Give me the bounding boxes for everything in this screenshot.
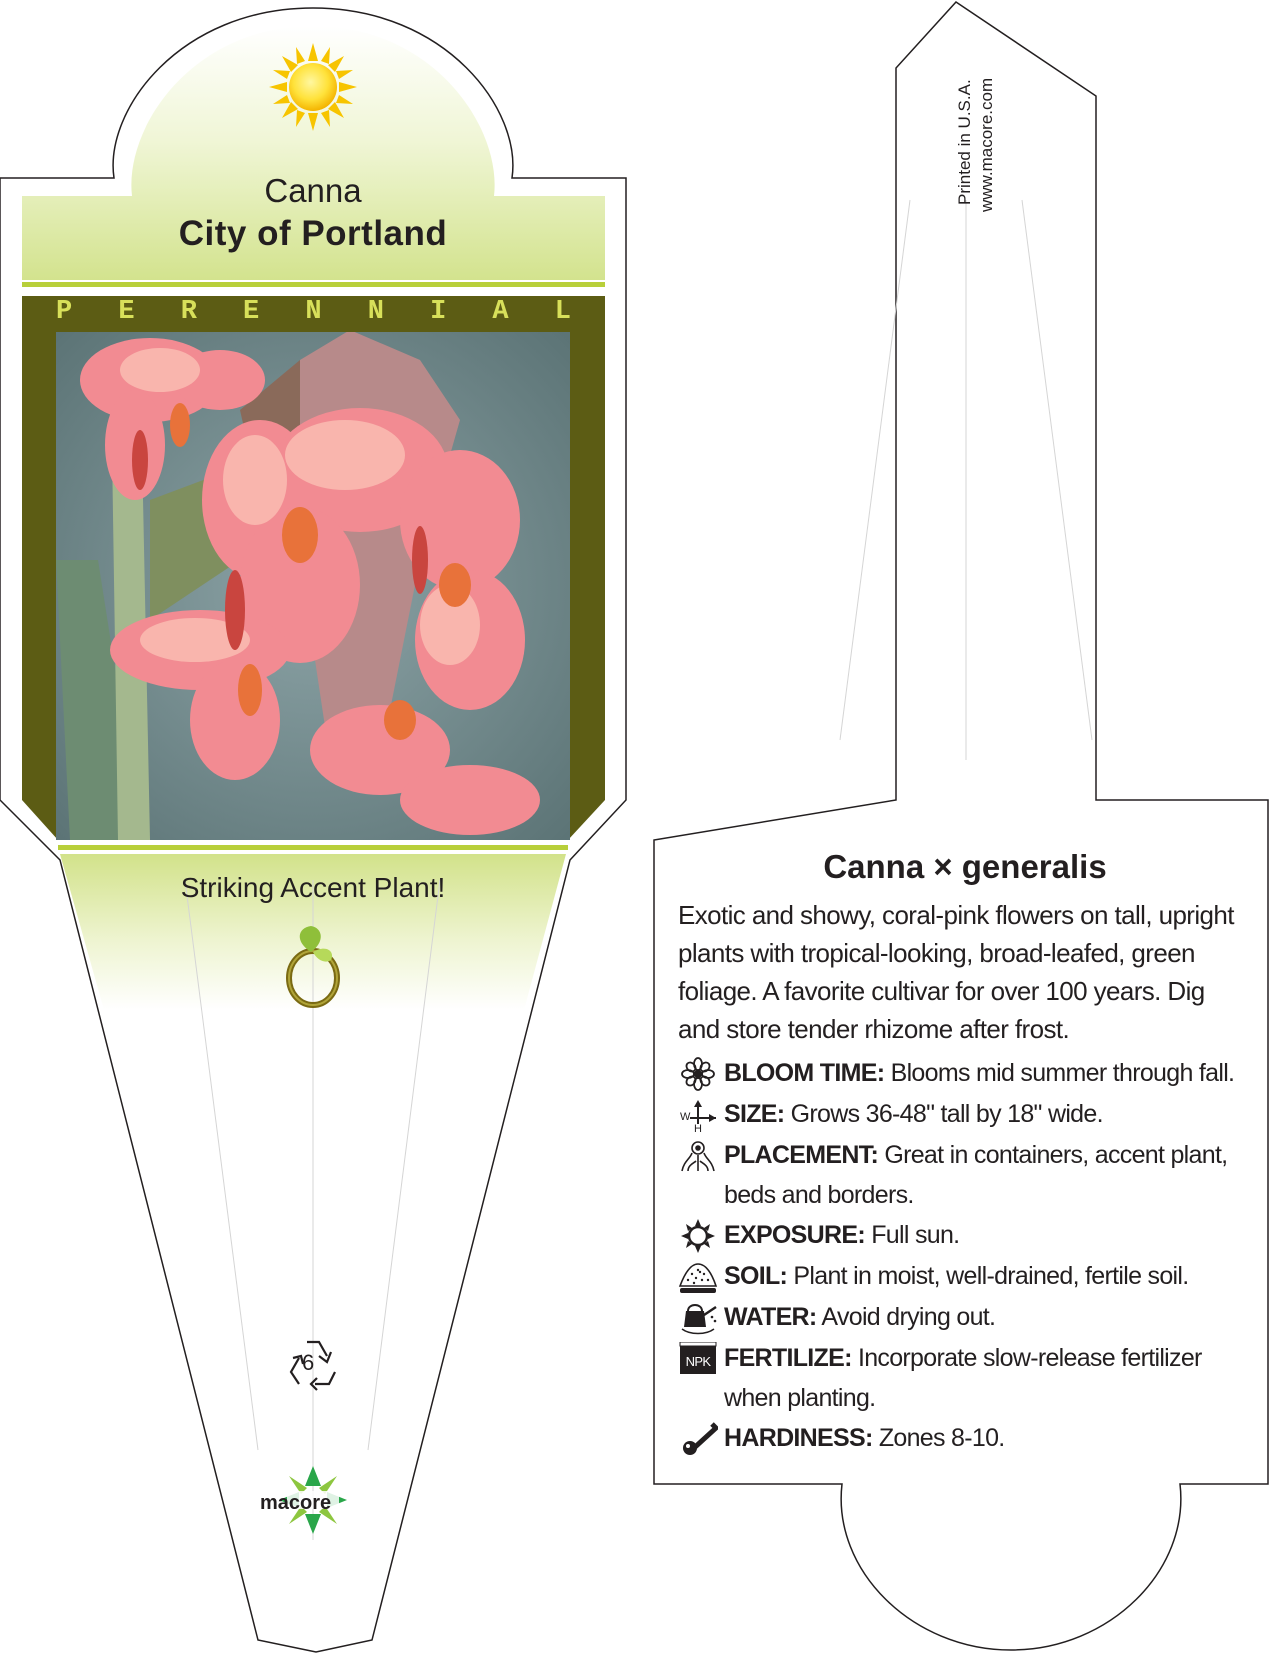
plant-genus: Canna	[264, 172, 362, 209]
category-letter: E	[243, 297, 260, 327]
attr-value: Incorporate slow-release fertilizer when planting.	[724, 1344, 1202, 1412]
attr-value: Grows 36-48" tall by 18" wide.	[790, 1100, 1103, 1128]
website: www.macore.com	[977, 77, 996, 212]
description: Exotic and showy, coral-pink flowers on tall, upright plants with tropical-looking, broad-leafed, green foliage. A favorite cultivar for over 100 years. Dig and store tender rhizome after frost.	[678, 900, 1234, 1044]
printed-in: Printed in U.S.A.	[955, 79, 974, 205]
attr-label: PLACEMENT:	[724, 1141, 879, 1169]
tagline: Striking Accent Plant!	[180, 872, 446, 903]
fertilizer-icon	[678, 1342, 718, 1376]
attr-label: FERTILIZE:	[724, 1344, 852, 1372]
attr-label: SOIL:	[724, 1262, 788, 1290]
attr-label: HARDINESS:	[724, 1424, 873, 1452]
tagline-rule	[58, 845, 568, 850]
plant-cultivar: City of Portland	[178, 214, 448, 253]
flower-photo	[56, 330, 570, 840]
attr-soil	[678, 1256, 1243, 1297]
recycle-code: 6	[302, 1350, 315, 1375]
attr-fertilize	[678, 1338, 1243, 1418]
category-letter: I	[430, 297, 447, 327]
brand-name: macore	[260, 1492, 332, 1514]
header-rule	[22, 282, 605, 287]
soil-icon	[678, 1260, 718, 1294]
attr-size	[678, 1094, 1243, 1135]
category-letter: R	[180, 297, 197, 327]
attr-hardiness	[678, 1418, 1243, 1459]
attr-value: Blooms mid summer through fall.	[890, 1059, 1235, 1087]
attr-placement	[678, 1135, 1243, 1215]
attr-label: WATER:	[724, 1303, 817, 1331]
attr-value: Full sun.	[871, 1221, 960, 1249]
watering-can-icon	[678, 1301, 718, 1335]
npk-label: NPK	[685, 1354, 711, 1369]
attr-bloom-time	[678, 1053, 1243, 1094]
category-letter: L	[554, 297, 571, 327]
attr-value: Great in containers, accent plant, beds and borders.	[724, 1141, 1228, 1209]
size-icon-h: H	[694, 1123, 702, 1132]
size-icon-w: W	[680, 1111, 690, 1123]
attribute-list	[678, 1053, 1243, 1459]
category-letter: P	[56, 297, 73, 327]
placement-icon	[678, 1139, 718, 1173]
attr-value: Zones 8-10.	[878, 1424, 1005, 1452]
category-letter: A	[492, 297, 509, 327]
attr-water	[678, 1297, 1243, 1338]
attr-value: Plant in moist, well-drained, fertile soil.	[793, 1262, 1189, 1290]
sun-icon	[678, 1219, 718, 1253]
thermometer-icon	[678, 1422, 718, 1456]
attr-label: SIZE:	[724, 1100, 785, 1128]
category-letter: N	[367, 297, 384, 327]
category-letter: E	[118, 297, 135, 327]
attr-label: EXPOSURE:	[724, 1221, 865, 1249]
attr-value: Avoid drying out.	[821, 1303, 996, 1331]
botanical-name: Canna × generalis	[823, 848, 1107, 885]
category-letter: N	[305, 297, 322, 327]
flower-icon	[678, 1057, 718, 1091]
category-label	[56, 297, 571, 327]
attr-exposure	[678, 1215, 1243, 1256]
attr-label: BLOOM TIME:	[724, 1059, 885, 1087]
sun-icon	[269, 43, 357, 131]
size-icon	[678, 1098, 718, 1132]
